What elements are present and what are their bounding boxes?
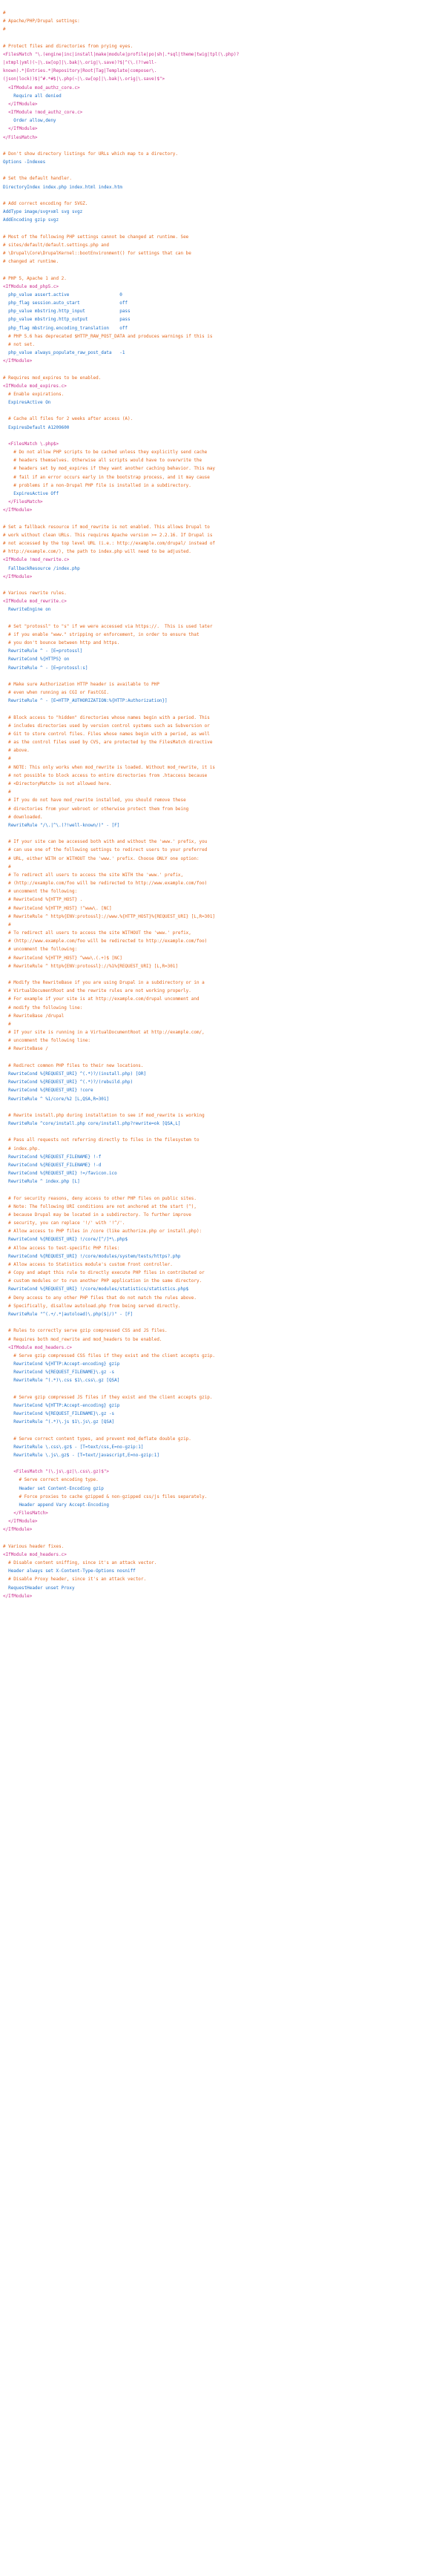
comment-line: # bbox=[3, 1021, 11, 1027]
section-line: </IfModule> bbox=[3, 1593, 33, 1599]
comment-line: # (http://www.example.com/foo will be redirected to http://example.com/foo) bbox=[3, 939, 208, 944]
comment-line: # index.php. bbox=[3, 1146, 41, 1151]
comment-line: # modify the following line: bbox=[3, 1005, 83, 1011]
directive-line: ExpiresActive Off bbox=[3, 490, 59, 496]
comment-line: # Set a fallback resource if mod_rewrite is not enabled. This allows Drupal to bbox=[3, 524, 210, 530]
blank-line bbox=[3, 1128, 445, 1136]
directive-line: RewriteCond %{REQUEST_FILENAME}\.gz -s bbox=[3, 1411, 115, 1417]
section-line: <FilesMatch "(\.js\.gz|\.css\.gz)$"> bbox=[3, 1469, 109, 1475]
blank-line bbox=[3, 1385, 445, 1393]
comment-line: # bbox=[3, 756, 11, 762]
comment-line: # bbox=[3, 864, 11, 870]
blank-line bbox=[3, 224, 445, 232]
directive-line: AddEncoding gzip svgz bbox=[3, 217, 59, 223]
directive-line: php_flag session.auto_start off bbox=[3, 300, 128, 306]
directive-line: RewriteRule ^(.*)\.css $1\.css\.gz [QSA] bbox=[3, 1378, 120, 1384]
directive-line: ExpiresDefault A1209600 bbox=[3, 424, 70, 430]
section-line: known).*|Entries.*|Repository|Root|Tag|Template|composer\. bbox=[3, 68, 157, 74]
comment-line: # RewriteCond %{HTTP_HOST} . bbox=[3, 897, 83, 903]
comment-line: # RewriteBase / bbox=[3, 1046, 48, 1052]
comment-line: # NOTE: This only works when mod_rewrite is loaded. Without mod_rewrite, it is bbox=[3, 764, 215, 770]
directive-line: RewriteCond %{REQUEST_URI} !=/favicon.ico bbox=[3, 1171, 117, 1177]
comment-line: # bbox=[3, 27, 6, 33]
comment-line: # Don't show directory listings for URLs which map to a directory. bbox=[3, 151, 178, 157]
directive-line: RewriteRule "^(.+/.*|autoload)\.php($|/)" - [F] bbox=[3, 1311, 134, 1317]
comment-line: # RewriteBase /drupal bbox=[3, 1013, 65, 1019]
comment-line: # sites/default/default.settings.php and bbox=[3, 242, 109, 248]
directive-line: RewriteCond %{REQUEST_URI} ^(.*)?/(rebuild.php) bbox=[3, 1080, 134, 1085]
comment-line: # downloaded. bbox=[3, 814, 43, 820]
directive-line: ExpiresActive On bbox=[3, 400, 51, 406]
section-line: </IfModule> bbox=[3, 1527, 33, 1533]
comment-line: # Allow access to Statistics module's custom front controller. bbox=[3, 1261, 173, 1267]
directive-line: RewriteCond %{REQUEST_URI} !/core/[^/]*\.php$ bbox=[3, 1237, 128, 1243]
comment-line: # uncomment the following line: bbox=[3, 1038, 90, 1044]
comment-line: # Modify the RewriteBase if you are using Drupal in a subdirectory or in a bbox=[3, 980, 205, 986]
comment-line: # you don't bounce between http and https. bbox=[3, 640, 120, 646]
comment-line: # work without clean URLs. This requires Apache version >= 2.2.16. If Drupal is bbox=[3, 532, 213, 538]
directive-line: DirectoryIndex index.php index.html index.htm bbox=[3, 184, 122, 190]
comment-line: # headers set by mod_expires if they want another caching behavior. This may bbox=[3, 466, 215, 472]
comment-line: # Redirect common PHP files to their new locations. bbox=[3, 1062, 144, 1068]
comment-line: # because Drupal may be located in a subdirectory. To further improve bbox=[3, 1212, 191, 1218]
section-line: <IfModule mod_headers.c> bbox=[3, 1344, 72, 1350]
section-line: <IfModule mod_rewrite.c> bbox=[3, 599, 67, 605]
blank-line bbox=[3, 407, 445, 415]
comment-line: # Cache all files for 2 weeks after access (A). bbox=[3, 416, 134, 422]
comment-line: # Block access to "hidden" directories whose names begin with a period. This bbox=[3, 714, 210, 720]
comment-line: # Note: The following URI conditions are not anchored at the start (^), bbox=[3, 1203, 197, 1209]
blank-line bbox=[3, 1426, 445, 1434]
section-line: </IfModule> bbox=[3, 358, 33, 364]
directive-line: RewriteRule ^(.*)\.js $1\.js\.gz [QSA] bbox=[3, 1419, 115, 1425]
comment-line: # Git to store control files. Files whose names begin with a period, as well bbox=[3, 731, 210, 737]
blank-line bbox=[3, 266, 445, 274]
directive-line: FallbackResource /index.php bbox=[3, 565, 80, 571]
section-line: <FilesMatch \.php$> bbox=[3, 441, 59, 447]
comment-line: # Add correct encoding for SVGZ. bbox=[3, 200, 88, 206]
directive-line: php_flag mbstring.encoding_translation off bbox=[3, 325, 128, 331]
comment-line: # VirtualDocumentRoot and the rewrite rules are not working properly. bbox=[3, 988, 191, 994]
directive-line: Options -Indexes bbox=[3, 160, 46, 165]
comment-line: # Serve gzip compressed JS files if they exist and the client accepts gzip. bbox=[3, 1394, 213, 1400]
comment-line: # Allow access to test-specific PHP files: bbox=[3, 1245, 120, 1251]
directive-line: RewriteCond %{REQUEST_FILENAME} !-f bbox=[3, 1154, 102, 1160]
comment-line: # fail if an error occurs early in the bootstrap process, and it may cause bbox=[3, 474, 210, 480]
directive-line: Order allow,deny bbox=[3, 118, 56, 124]
comment-line: # To redirect all users to access the site WITHOUT the 'www.' prefix, bbox=[3, 930, 191, 936]
directive-line: php_value mbstring.http_input pass bbox=[3, 309, 131, 315]
comment-line: # Most of the following PHP settings cannot be changed at runtime. See bbox=[3, 234, 189, 240]
comment-line: # Protect files and directories from prying eyes. bbox=[3, 43, 134, 49]
comment-line: # Rules to correctly serve gzip compressed CSS and JS files. bbox=[3, 1328, 168, 1334]
blank-line bbox=[3, 432, 445, 440]
comment-line: # Force proxies to cache gzipped & non-gzipped css/js files separately. bbox=[3, 1494, 208, 1499]
comment-line: # RewriteRule ^ http%{ENV:protossl}://www.%{HTTP_HOST}%{REQUEST_URI} [L,R=301] bbox=[3, 913, 215, 919]
comment-line: # RewriteCond %{HTTP_HOST} ^www\.(.+)$ [NC] bbox=[3, 955, 122, 961]
comment-line: # bbox=[3, 10, 6, 16]
directive-line: RewriteRule \.css\.gz$ - [T=text/css,E=no-gzip:1] bbox=[3, 1444, 144, 1450]
section-line: |xtmpl|yml)(~|\.sw[op]|\.bak|\.orig|\.save)?$|^(\.(?!well- bbox=[3, 60, 157, 66]
comment-line: # not set. bbox=[3, 341, 35, 347]
section-line: <IfModule !mod_authz_core.c> bbox=[3, 110, 83, 116]
directive-line: RewriteRule ^core/install.php core/install.php?rewrite=ok [QSA,L] bbox=[3, 1121, 181, 1127]
comment-line: # RewriteRule ^ http%{ENV:protossl}://%1%{REQUEST_URI} [L,R=301] bbox=[3, 963, 178, 969]
directive-line: RewriteCond %{HTTP:Accept-encoding} gzip bbox=[3, 1361, 120, 1367]
blank-line bbox=[3, 142, 445, 150]
directive-line: RewriteCond %{HTTP:Accept-encoding} gzip bbox=[3, 1402, 120, 1408]
section-line: <IfModule mod_expires.c> bbox=[3, 383, 67, 389]
section-line: </FilesMatch> bbox=[3, 1511, 48, 1517]
section-line: <FilesMatch "\.(engine|inc|install|make|module|profile|po|sh|.*sql|theme|twig|tpl(\.php)? bbox=[3, 51, 240, 57]
blank-line bbox=[3, 166, 445, 174]
directive-line: RequestHeader unset Proxy bbox=[3, 1585, 75, 1591]
comment-line: # security, you can replace '!/' with '!^/'. bbox=[3, 1220, 125, 1226]
directive-line: RewriteRule ^ %1/core/%2 [L,QSA,R=301] bbox=[3, 1096, 109, 1102]
comment-line: # Pass all requests not referring directly to files in the filesystem to bbox=[3, 1137, 200, 1143]
blank-line bbox=[3, 191, 445, 200]
section-line: </IfModule> bbox=[3, 1519, 38, 1525]
comment-line: # Copy and adapt this rule to directly execute PHP files in contributed or bbox=[3, 1270, 205, 1276]
section-line: </FilesMatch> bbox=[3, 499, 43, 505]
comment-line: # Requires both mod_rewrite and mod_headers to be enabled. bbox=[3, 1336, 162, 1342]
comment-line: # Allow access to PHP files in /core (like authorize.php or install.php): bbox=[3, 1229, 202, 1235]
blank-line bbox=[3, 365, 445, 373]
comment-line: # directories from your webroot or otherwise protect them from being bbox=[3, 806, 189, 812]
section-line: </IfModule> bbox=[3, 101, 38, 107]
comment-line: # bbox=[3, 921, 11, 927]
blank-line bbox=[3, 1186, 445, 1194]
section-line: </IfModule> bbox=[3, 126, 38, 132]
comment-line: # If you do not have mod_rewrite installed, you should remove these bbox=[3, 798, 186, 804]
directive-line: Header append Vary Accept-Encoding bbox=[3, 1502, 109, 1508]
directive-line: Header set Content-Encoding gzip bbox=[3, 1485, 104, 1491]
directive-line: php_value always_populate_raw_post_data -1 bbox=[3, 350, 125, 356]
comment-line: # Specifically, disallow autoload.php from being served directly. bbox=[3, 1303, 181, 1309]
comment-line: # If your site can be accessed both with and without the 'www.' prefix, you bbox=[3, 839, 208, 845]
blank-line bbox=[3, 1534, 445, 1542]
blank-line bbox=[3, 705, 445, 713]
blank-line bbox=[3, 970, 445, 979]
blank-line bbox=[3, 829, 445, 838]
comment-line: # Rewrite install.php during installation to see if mod_rewrite is working bbox=[3, 1112, 205, 1118]
directive-line: RewriteCond %{REQUEST_FILENAME} !-d bbox=[3, 1162, 102, 1168]
blank-line bbox=[3, 1054, 445, 1062]
directive-line: RewriteRule ^ - [E=HTTP_AUTHORIZATION:%{HTTP:Authorization}] bbox=[3, 698, 168, 704]
directive-line: Require all denied bbox=[3, 93, 62, 99]
comment-line: # If your site is running in a VirtualDocumentRoot at http://example.com/, bbox=[3, 1030, 205, 1036]
comment-line: # PHP 5, Apache 1 and 2. bbox=[3, 275, 67, 281]
comment-line: # even when running as CGI or FastCGI. bbox=[3, 690, 109, 696]
comment-line: # Set the default handler. bbox=[3, 176, 72, 182]
directive-line: Header always set X-Content-Type-Options nosniff bbox=[3, 1568, 136, 1574]
directive-line: RewriteEngine on bbox=[3, 607, 51, 613]
comment-line: # uncomment the following: bbox=[3, 889, 78, 895]
directive-line: RewriteRule ^ index.php [L] bbox=[3, 1179, 80, 1185]
directive-line: php_value assert.active 0 bbox=[3, 292, 122, 298]
comment-line: # For security reasons, deny access to other PHP files on public sites. bbox=[3, 1195, 197, 1201]
section-line: </IfModule> bbox=[3, 507, 33, 513]
comment-line: # Serve gzip compressed CSS files if they exist and the client accepts gzip. bbox=[3, 1353, 215, 1358]
comment-line: # can use one of the following settings to redirect users to your preferred bbox=[3, 847, 208, 853]
directive-line: RewriteRule ^ - [E=protossl] bbox=[3, 648, 83, 654]
comment-line: # Disable content sniffing, since it's an attack vector. bbox=[3, 1560, 157, 1566]
comment-line: # For example if your site is at http://example.com/drupal uncomment and bbox=[3, 996, 200, 1002]
directive-line: RewriteRule "/\.|^\.(?!well-known/)" - [F] bbox=[3, 822, 120, 828]
blank-line bbox=[3, 672, 445, 680]
blank-line bbox=[3, 1318, 445, 1327]
comment-line: # Requires mod_expires to be enabled. bbox=[3, 375, 102, 381]
comment-line: # \Drupal\Core\DrupalKernel::bootEnvironment() for settings that can be bbox=[3, 250, 191, 256]
comment-line: # Enable expirations. bbox=[3, 391, 65, 397]
comment-line: # To redirect all users to access the site WITH the 'www.' prefix, bbox=[3, 872, 184, 878]
comment-line: # Disable Proxy header, since it's an attack vector. bbox=[3, 1577, 147, 1583]
directive-line: RewriteRule ^ - [E=protossl:s] bbox=[3, 665, 88, 671]
section-line: <IfModule !mod_rewrite.c> bbox=[3, 557, 70, 563]
blank-line bbox=[3, 1103, 445, 1111]
section-line: </FilesMatch> bbox=[3, 134, 38, 140]
blank-line bbox=[3, 614, 445, 622]
comment-line: # Various rewrite rules. bbox=[3, 591, 67, 597]
comment-line: # Set "protossl" to "s" if we were accessed via https://. This is used later bbox=[3, 623, 213, 629]
blank-line bbox=[3, 514, 445, 522]
comment-line: # RewriteCond %{HTTP_HOST} !^www\. [NC] bbox=[3, 905, 112, 911]
comment-line: # Serve correct encoding type. bbox=[3, 1477, 99, 1483]
comment-line: # problems if a non-Drupal PHP file is installed in a subdirectory. bbox=[3, 482, 191, 488]
comment-line: # not possible to block access to entire directories from .htaccess because bbox=[3, 772, 208, 778]
directive-line: AddType image/svg+xml svg svgz bbox=[3, 209, 83, 215]
directive-line: RewriteRule \.js\.gz$ - [T=text/javascript,E=no-gzip:1] bbox=[3, 1452, 159, 1458]
directive-line: RewriteCond %{REQUEST_URI} ^(.*)?/(install.php) [OR] bbox=[3, 1071, 147, 1077]
comment-line: # uncomment the following: bbox=[3, 947, 78, 953]
directive-line: RewriteCond %{REQUEST_URI} !/core/modules/system/tests/https?.php bbox=[3, 1253, 181, 1259]
blank-line bbox=[3, 34, 445, 42]
blank-line bbox=[3, 581, 445, 589]
comment-line: # Serve correct content types, and prevent mod_deflate double gzip. bbox=[3, 1436, 191, 1442]
section-line: <IfModule mod_authz_core.c> bbox=[3, 85, 80, 91]
comment-line: # PHP 5.6 has deprecated $HTTP_RAW_POST_DATA and produces warnings if this is bbox=[3, 333, 213, 339]
comment-line: # custom modules or to run another PHP application in the same directory. bbox=[3, 1278, 202, 1284]
comment-line: # Various header fixes. bbox=[3, 1543, 65, 1549]
directive-line: RewriteCond %{REQUEST_URI} !core bbox=[3, 1088, 93, 1094]
comment-line: # above. bbox=[3, 748, 30, 754]
comment-line: # if you enable "www." stripping or enforcement, in order to ensure that bbox=[3, 631, 200, 637]
comment-line: # http://example.com/), the path to index.php will need to be adjusted. bbox=[3, 549, 191, 555]
blank-line bbox=[3, 1459, 445, 1468]
section-line: </IfModule> bbox=[3, 574, 33, 579]
comment-line: # Apache/PHP/Drupal settings: bbox=[3, 19, 80, 24]
comment-line: # as the control files used by CVS, are protected by the FilesMatch directive bbox=[3, 740, 213, 746]
directive-line: RewriteCond %{REQUEST_URI} !/core/modules/statistics/statistics.php$ bbox=[3, 1287, 189, 1292]
comment-line: # <DirectoryMatch> is not allowed here. bbox=[3, 781, 112, 786]
comment-line: # Deny access to any other PHP files that do not match the rules above. bbox=[3, 1295, 197, 1301]
directive-line: php_value mbstring.http_output pass bbox=[3, 317, 131, 323]
comment-line: # Make sure Authorization HTTP header is available to PHP bbox=[3, 681, 159, 687]
comment-line: # bbox=[3, 789, 11, 795]
comment-line: # not accessed by the top level URL (i.e.: http://example.com/drupal/ instead of bbox=[3, 541, 215, 546]
comment-line: # (http://example.com/foo will be redirected to http://www.example.com/foo) bbox=[3, 881, 208, 887]
section-line: <IfModule mod_headers.c> bbox=[3, 1551, 67, 1557]
section-line: (json|lock))$|^#.*#$|\.php(~|\.sw[op]|\.bak|\.orig|\.save)$"> bbox=[3, 76, 165, 82]
comment-line: # URL, either WITH or WITHOUT the 'www.' prefix. Choose ONLY one option: bbox=[3, 855, 200, 861]
comment-line: # includes directories used by version control systems such as Subversion or bbox=[3, 723, 210, 729]
directive-line: RewriteCond %{REQUEST_FILENAME}\.gz -s bbox=[3, 1370, 115, 1376]
comment-line: # headers themselves. Otherwise all scripts would have to overwrite the bbox=[3, 458, 202, 464]
section-line: <IfModule mod_php5.c> bbox=[3, 283, 59, 289]
comment-line: # Do not allow PHP scripts to be cached unless they explicitly send cache bbox=[3, 450, 208, 456]
directive-line: RewriteCond %{HTTPS} on bbox=[3, 657, 70, 663]
comment-line: # changed at runtime. bbox=[3, 259, 59, 265]
